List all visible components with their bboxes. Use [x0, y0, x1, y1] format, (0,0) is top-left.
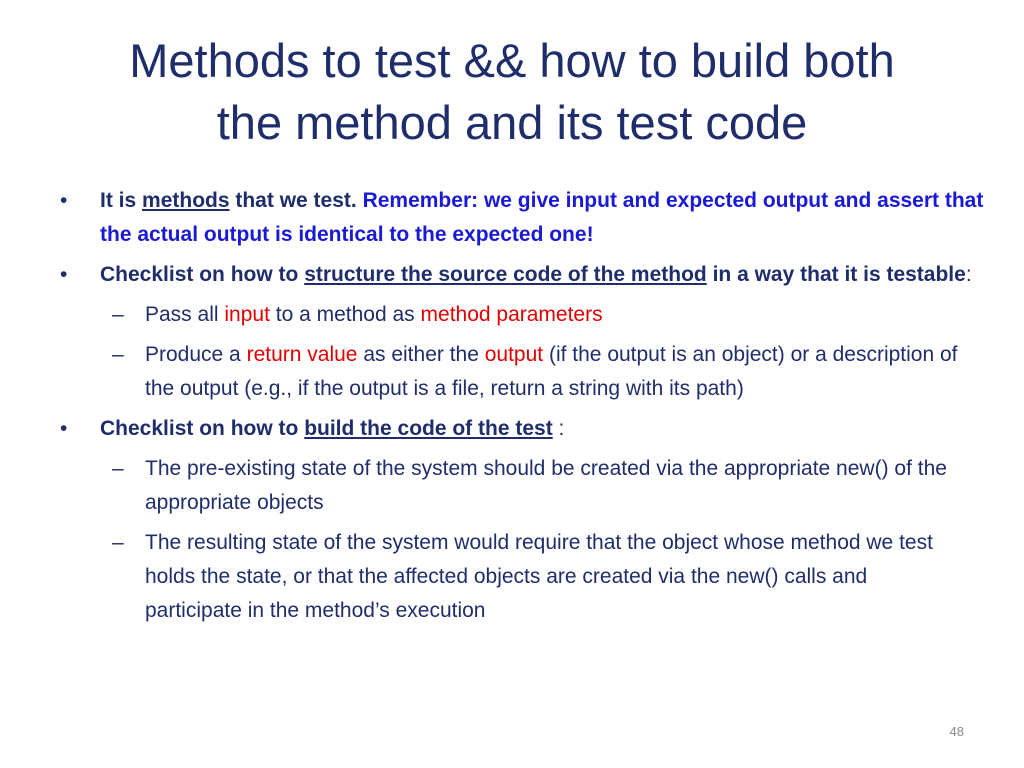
text-run: as either the: [357, 343, 485, 366]
text-run: Checklist on how to: [100, 417, 305, 440]
slide-title: [40, 30, 984, 154]
dash-icon: –: [112, 303, 124, 326]
text-run: method parameters: [420, 303, 603, 326]
title-line-2: the method and its test code: [216, 96, 808, 149]
text-run: in a way that it is testable: [706, 263, 966, 286]
text-run: structure the source code of the method: [304, 263, 707, 286]
text-run: Checklist on how to: [100, 263, 305, 286]
text-run: Pass all: [145, 303, 225, 326]
bullet-dot-icon: •: [60, 417, 68, 440]
text-run: methods: [142, 189, 230, 212]
text-run: (if the output is an object) or a description of the output (e.g., if the output is a file, return a string with its path): [145, 343, 958, 400]
text-run: output: [484, 343, 544, 366]
sub-item-pre-existing-state: [0, 452, 1024, 520]
sub-item-resulting-state: [0, 526, 1024, 628]
dash-icon: –: [112, 343, 124, 366]
text-run: that we test.: [229, 189, 363, 212]
sub-item-return-value: [0, 338, 1024, 406]
slide-body: [0, 184, 1024, 634]
text-run: return value: [246, 343, 358, 366]
text-run: It is: [100, 189, 143, 212]
title-line-1: Methods to test && how to build both: [129, 34, 895, 87]
bullet-item-structure-checklist: [0, 258, 1024, 292]
dash-icon: –: [112, 531, 124, 554]
sub-item-pass-input: [0, 298, 1024, 332]
bullet-item-test-checklist: [0, 412, 1024, 446]
text-run: to a method as: [269, 303, 421, 326]
bullet-item-methods: [0, 184, 1024, 252]
bullet-dot-icon: •: [60, 263, 68, 286]
text-run: :: [552, 417, 565, 440]
text-run: :: [965, 263, 972, 286]
bullet-dot-icon: •: [60, 189, 68, 212]
dash-icon: –: [112, 457, 124, 480]
text-run: The pre-existing state of the system should be created via the appropriate new() of the appropriate objects: [145, 457, 947, 514]
text-run: Produce a: [145, 343, 247, 366]
text-run: Remember: we give input and expected output and assert that the actual output is identical to the expected one!: [100, 189, 984, 246]
page-number: 48: [949, 724, 964, 739]
text-run: input: [224, 303, 270, 326]
text-run: build the code of the test: [304, 417, 553, 440]
text-run: The resulting state of the system would require that the object whose method we test holds the state, or that the affected objects are created via the new() calls and participate in the method’s execution: [145, 531, 933, 622]
